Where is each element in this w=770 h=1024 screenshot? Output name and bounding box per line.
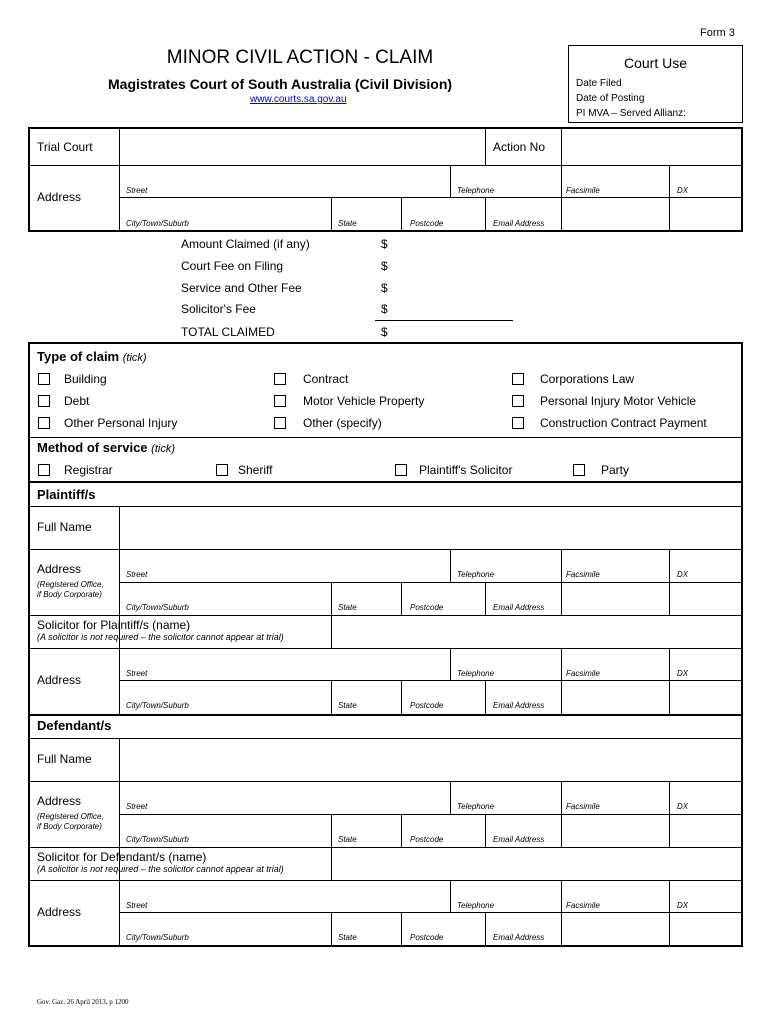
service-fee-currency: $	[381, 281, 388, 295]
amount-claimed-label: Amount Claimed (if any)	[181, 237, 310, 251]
trial-court-input[interactable]	[150, 130, 482, 162]
solicitor-fee-currency: $	[381, 302, 388, 316]
defendant-postcode-label: Postcode	[410, 835, 444, 844]
postcode-label: Postcode	[410, 219, 444, 228]
plaintiff-address-label: Address	[37, 562, 82, 576]
court-use-box	[568, 45, 743, 123]
construction-contract-checkbox[interactable]	[512, 417, 524, 429]
defendant-city-label: City/Town/Suburb	[126, 835, 189, 844]
debt-checkbox[interactable]	[38, 395, 50, 407]
defendant-solicitor-note: (A solicitor is not required – the solicitor cannot appear at trial)	[37, 864, 284, 874]
plaintiff-sol-dx-label: DX	[677, 669, 689, 678]
defendant-dx-label: DX	[677, 802, 689, 811]
other-personal-injury-label: Other Personal Injury	[64, 416, 178, 430]
date-filed-label: Date Filed	[576, 78, 622, 89]
court-fee-currency: $	[381, 259, 388, 273]
total-claimed-label: TOTAL CLAIMED	[181, 325, 275, 339]
plaintiff-email-label: Email Address	[493, 603, 545, 612]
plaintiff-registered-note: (Registered Office, if Body Corporate)	[37, 580, 104, 599]
defendant-sol-street-label: Street	[126, 901, 148, 910]
party-checkbox[interactable]	[573, 464, 585, 476]
facsimile-label: Facsimile	[566, 186, 600, 195]
defendant-solicitor-address-label: Address	[37, 905, 82, 919]
defendant-sol-state-label: State	[338, 933, 357, 942]
defendant-email-label: Email Address	[493, 835, 545, 844]
plaintiff-solicitor-label: Solicitor for Plaintiff/s (name)	[37, 618, 191, 632]
defendant-sol-facsimile-label: Facsimile	[566, 901, 600, 910]
pi-motor-vehicle-checkbox[interactable]	[512, 395, 524, 407]
defendant-solicitor-input[interactable]	[332, 847, 740, 877]
trial-court-address-label: Address	[37, 190, 82, 204]
court-subtitle: Magistrates Court of South Australia (Civil Division)	[108, 76, 453, 92]
amount-currency: $	[381, 237, 388, 251]
contract-checkbox[interactable]	[274, 373, 286, 385]
service-fee-label: Service and Other Fee	[181, 281, 302, 295]
solicitor-fee-label: Solicitor's Fee	[181, 302, 256, 316]
plaintiff-sol-postcode-label: Postcode	[410, 701, 444, 710]
defendant-solicitor-label: Solicitor for Defendant/s (name)	[37, 850, 207, 864]
plaintiff-full-name-input[interactable]	[120, 506, 740, 546]
sheriff-checkbox[interactable]	[216, 464, 228, 476]
corporations-law-label: Corporations Law	[540, 372, 635, 386]
defendant-sol-city-label: City/Town/Suburb	[126, 933, 189, 942]
plaintiff-state-label: State	[338, 603, 357, 612]
defendant-street-label: Street	[126, 802, 148, 811]
plaintiff-sol-facsimile-label: Facsimile	[566, 669, 600, 678]
state-label: State	[338, 219, 357, 228]
court-fee-label: Court Fee on Filing	[181, 259, 284, 273]
trial-court-label: Trial Court	[37, 140, 93, 154]
registrar-label: Registrar	[64, 463, 113, 477]
action-no-input[interactable]	[562, 130, 740, 162]
method-of-service-title: Method of service (tick)	[37, 440, 175, 455]
party-label: Party	[601, 463, 630, 477]
plaintiff-solicitor-checkbox[interactable]	[395, 464, 407, 476]
court-use-title: Court Use	[623, 55, 688, 71]
gazette-footer: Gov. Gaz. 26 April 2013, p 1200	[37, 998, 129, 1006]
registrar-checkbox[interactable]	[38, 464, 50, 476]
sheriff-label: Sheriff	[238, 463, 273, 477]
defendant-full-name-input[interactable]	[120, 738, 740, 778]
defendant-full-name-label: Full Name	[37, 752, 92, 766]
debt-label: Debt	[64, 394, 90, 408]
plaintiff-facsimile-label: Facsimile	[566, 570, 600, 579]
defendant-sol-dx-label: DX	[677, 901, 689, 910]
plaintiff-sol-telephone-label: Telephone	[457, 669, 495, 678]
type-of-claim-tick-note: (tick)	[122, 352, 147, 364]
page-title: MINOR CIVIL ACTION - CLAIM	[166, 47, 434, 68]
plaintiff-sol-email-label: Email Address	[493, 701, 545, 710]
contract-label: Contract	[303, 372, 349, 386]
plaintiff-solicitor-address-label: Address	[37, 673, 82, 687]
plaintiff-solicitor-label: Plaintiff's Solicitor	[419, 463, 513, 477]
form-number: Form 3	[700, 27, 735, 39]
defendant-telephone-label: Telephone	[457, 802, 495, 811]
construction-contract-label: Construction Contract Payment	[540, 416, 707, 430]
defendant-title: Defendant/s	[37, 718, 112, 733]
street-label: Street	[126, 186, 148, 195]
defendant-sol-postcode-label: Postcode	[410, 933, 444, 942]
other-personal-injury-checkbox[interactable]	[38, 417, 50, 429]
court-website-link[interactable]: www.courts.sa.gov.au	[250, 94, 347, 105]
motor-vehicle-property-label: Motor Vehicle Property	[303, 394, 425, 408]
method-of-service-tick-note: (tick)	[151, 443, 175, 455]
plaintiff-street-label: Street	[126, 570, 148, 579]
dx-label: DX	[677, 186, 689, 195]
defendant-sol-email-label: Email Address	[493, 933, 545, 942]
corporations-law-checkbox[interactable]	[512, 373, 524, 385]
plaintiff-postcode-label: Postcode	[410, 603, 444, 612]
plaintiff-sol-state-label: State	[338, 701, 357, 710]
plaintiff-dx-label: DX	[677, 570, 689, 579]
defendant-sol-telephone-label: Telephone	[457, 901, 495, 910]
plaintiff-title: Plaintiff/s	[37, 487, 96, 502]
city-label: City/Town/Suburb	[126, 219, 189, 228]
defendant-address-label: Address	[37, 794, 82, 808]
pi-mva-label: PI MVA – Served Allianz:	[576, 108, 686, 119]
type-of-claim-title: Type of claim (tick)	[37, 349, 147, 364]
plaintiff-telephone-label: Telephone	[457, 570, 495, 579]
plaintiff-solicitor-input[interactable]	[332, 615, 740, 645]
plaintiff-city-label: City/Town/Suburb	[126, 603, 189, 612]
action-no-label: Action No	[493, 140, 546, 154]
building-label: Building	[64, 372, 107, 386]
plaintiff-solicitor-note: (A solicitor is not required – the solicitor cannot appear at trial)	[37, 632, 284, 642]
pi-motor-vehicle-label: Personal Injury Motor Vehicle	[540, 394, 697, 408]
telephone-label: Telephone	[457, 186, 495, 195]
total-currency: $	[381, 325, 388, 339]
plaintiff-sol-city-label: City/Town/Suburb	[126, 701, 189, 710]
other-specify-label: Other (specify)	[303, 416, 382, 430]
plaintiff-sol-street-label: Street	[126, 669, 148, 678]
email-label: Email Address	[493, 219, 545, 228]
plaintiff-full-name-label: Full Name	[37, 520, 92, 534]
defendant-facsimile-label: Facsimile	[566, 802, 600, 811]
motor-vehicle-property-checkbox[interactable]	[274, 395, 286, 407]
fees-total-rule	[375, 320, 513, 321]
defendant-registered-note: (Registered Office, if Body Corporate)	[37, 812, 104, 831]
date-of-posting-label: Date of Posting	[576, 93, 645, 104]
other-specify-checkbox[interactable]	[274, 417, 286, 429]
building-checkbox[interactable]	[38, 373, 50, 385]
defendant-state-label: State	[338, 835, 357, 844]
